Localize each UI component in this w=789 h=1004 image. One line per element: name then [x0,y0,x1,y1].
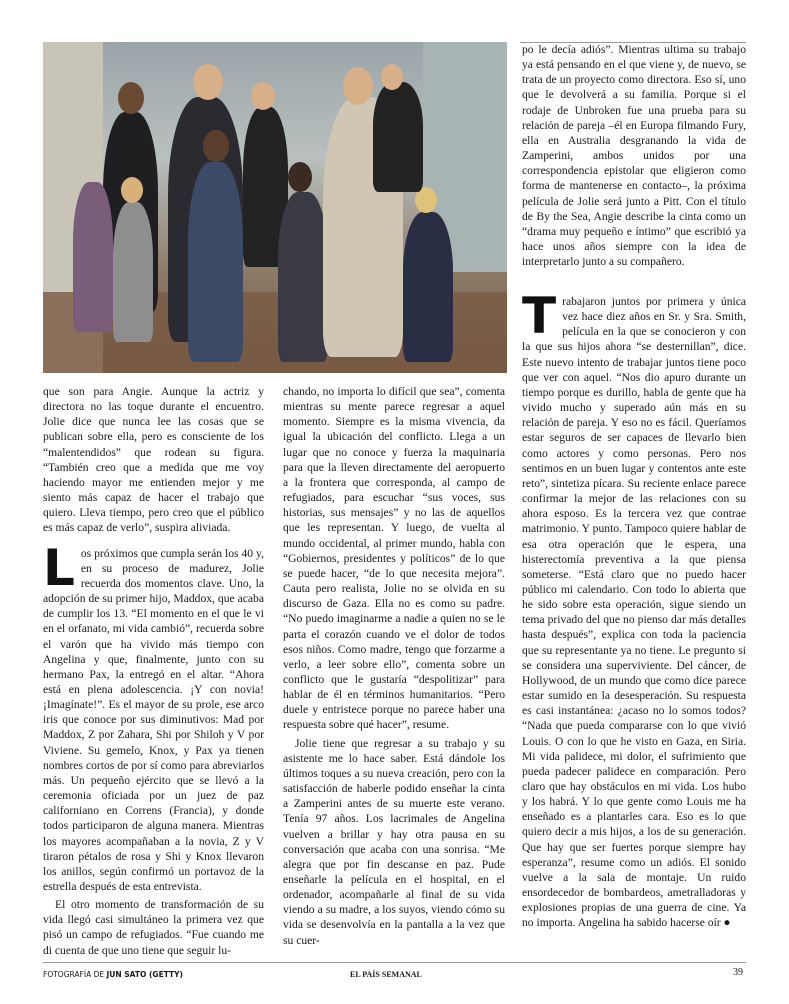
photo-credit: FOTOGRAFÍA DE JUN SATO (GETTY) [43,970,183,979]
family-photo [43,42,507,373]
drop-cap: L [43,538,75,597]
paragraph: Los próximos que cumpla serán los 40 y, en su proceso de madurez, Jolie recuerda dos momentos clave. Uno, la adopción de su primer hijo, Maddox, que acaba de cumplir los 13. “El momento en el que le vi en el orfanato, mi vida cambió”, recuerda sobre el varón que ha vivido más tiempo con Angelina y que, finalmente, junto con su hermano Pax, la entregó en el altar. “Ahora está en plena adolescencia. ¡Y con novia! ¡Imagínate!”. Es el mayor de su prole, ese arco iris que conoce por sus diminutivos: Mad por Maddox, Z por Zahara, Shi por Shiloh y V por Viviene. Su gemelo, Knox, y Pax ya tienen nombres cortos de por sí como para abreviarlos más. Un pequeño ejército que se llevó a la ceremonia oficiada por un juez de paz californiano en Correns (Francia), y donde todos participaron de alguna manera. Mientras los mayores acompañaban a la novia, Z y V tiraron pétalos de rosa y Shi y Knox llevaron los anillos, según confirmó un portavoz de la estrella después de esta entrevista. [43,538,264,893]
paragraph: chando, no importa lo difícil que sea”, comenta mientras su mente parece regresar a aquel momento. Siempre es la misma vivencia, da igual la ubicación del conflicto. Llega a un lugar que no conoce y fuerza la maquinaria para que la lleven directamente del aeropuerto a la frontera que corresponda, al campo de refugiados, para escuchar “sus voces, sus historias, sus mensajes” y no las de aquellos que les representan. Y luego, de vuelta al mundo occidental, al primer mundo, habla con “Gobiernos, presidentes y políticos” de lo que se puede hacer, “de lo que necesita mejora”. Cauta pero realista, Jolie no se olvida en su discurso de Gaza. Ella no es como su padre. “No puedo imaginarme a nadie a quien no se le parta el corazón cuando ve el dolor de todos esos niños. Como madre, tengo que forzarme a verlo, a leer sobre ello”, comenta sobre un conflicto que le gustaría “despolitizar” para hablar de él en términos humanitarios. “Pero duele y entristece porque no parece haber una respuesta sobre qué hacer”, resume. [283,385,505,732]
paragraph: Jolie tiene que regresar a su trabajo y su asistente me lo hace saber. Está dándole los últimos toques a su nueva creación, pero con la satisfacción de haberle podido enseñar la cinta a Zamperini antes de su muerte este verano. Tenía 97 años. Los lacrimales de Angelina vuelven a brillar y hay otra pausa en su conversación que acaba con una sonrisa. “Me alegra que por fin descanse en paz. Pude enseñarle la película en el hospital, en el ordenador, acompañarle al final de su vida viendo a su madre, a los suyos, viendo cómo su vida se desenvolvía en la pantalla a la vez que su cuer- [283,736,505,947]
magazine-name: EL PAÍS SEMANAL [350,970,422,979]
column-3-top [522,42,746,269]
paragraph: po le decía adiós”. Mientras ultima su trabajo ya está pensando en el que viene y, de nuevo, se trata de un proyecto como directora. Eso sí, uno que le devolverá a su familia. Porque si el rodaje de Unbroken fue una prueba para su relación de pareja –él en Europa filmando Fury, ella en Australia desgranando la vida de Zamperini, ambos unidos por una correspondencia epistolar que eligieron como forma de mantenerse en contacto–, la próxima película de Jolie será junto a Pitt. Con el título de By the Sea, Angie describe la cinta como un “drama muy pequeño e íntimo” que escribió ya hace unos años siempre con la idea de interpretarlo junto a su compañero. [522,43,746,269]
paragraph: que son para Angie. Aunque la actriz y directora no las toque durante el encuentro. Jolie dice que nunca lee las cosas que se publican sobre ella, pero es consciente de los “malentendidos” que rodean su figura. “También creo que a medida que me voy haciendo mayor me entienden mejor y me siento más capaz de hacer el trabajo que quiero. Lleva tiempo, pero creo que el público es más capaz de verlo”, suspira aliviada. [43,385,264,535]
drop-cap: T [522,287,557,345]
column-1 [43,384,264,958]
paragraph: Trabajaron juntos por primera y única vez hace diez años en Sr. y Sra. Smith, película en la que se conocieron y con la que sus hijos ahora “se desternillan”, dice. Este nuevo intento de trabajar juntos tiene poco que ver con aquel. “Nos dio apuro durante un tiempo porque es durillo, habla de gente que ha vivido mucho y superado aún más en su relación de pareja. Y eso no es fácil. Queríamos estar seguros de ser capaces de llevarlo bien como actores y como personas. Pero nos sentimos en un buen lugar y contentos ante este reto”, sintetiza pícara. Su reciente enlace parece confirmar la mejor de las relaciones con su ahora esposo. Es la tercera vez que contrae matrimonio. Y punto. Tampoco quiere hablar de esa otra operación que le espera, una histerectomía preventiva a la que piensa someterse. “Está claro que no puedo hacer público mi calendario. Con todo lo abierta que he sido sobre esta operación, sigue siendo un tema privado del que no pienso dar más detalles hasta después”, explica con toda la paciencia que su representante ya no tiene. Le pregunto si se considera una superviviente. Del cáncer, de Hollywood, de un mundo que como dice parece estar sumido en la desesperación. Su respuesta es casi instantánea: ¿acaso no lo somos todos? “Nada que pueda compararse con lo que vivió Louis. O con lo que he visto en Gaza, en Siria. Mi vida palidece, mi dolor, el sufrimiento que pueda padecer palidece en comparación. Pero claro que hay obstáculos en mi vida. Los hubo y los habrá. Y lo que gente como Louis me ha enseñado es a plantarles cara. Eso es lo que quiero decir a mis hijos, a los de su generación. Que hay que ser fuertes porque siempre hay esperanza”, resume como un adiós. El sonido vuelve a la sala de montaje. Un ruido ensordecedor de bombardeos, ametralladoras y explosiones propias de una guerra de cine. Ya no importa. Angelina ha sabido hacerse oír ● [522,287,746,930]
page-number: 39 [733,967,743,978]
column-3-bottom [522,287,746,931]
column-2 [283,384,505,948]
paragraph: El otro momento de transformación de su vida llegó casi simultáneo la primera vez que pisó un campo de refugiados. “Fue cuando me di cuenta de que uno tiene que seguir lu- [43,898,264,957]
footer-rule [43,962,746,963]
